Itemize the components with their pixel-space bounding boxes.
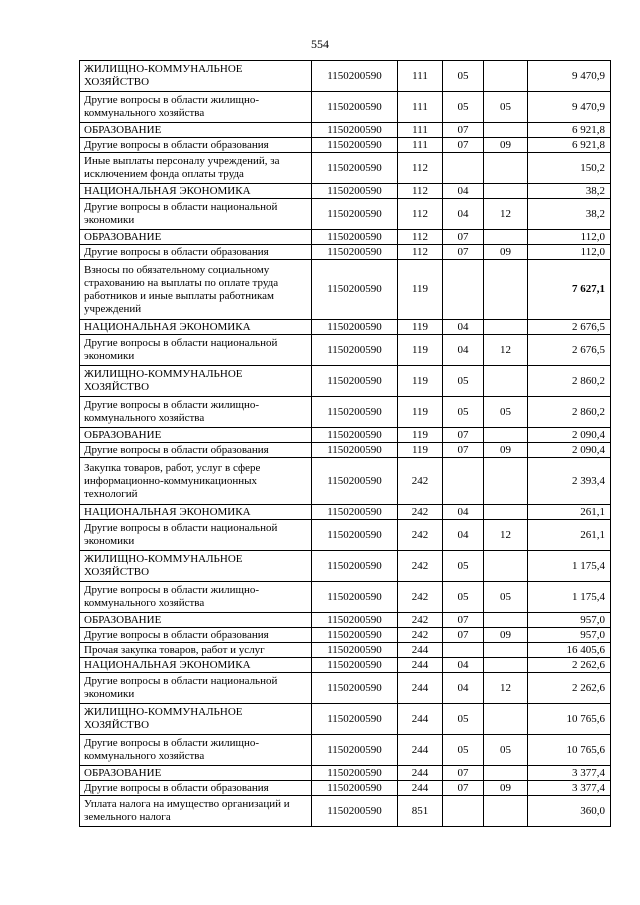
expense-type-code: 112 — [398, 153, 443, 184]
section-code: 07 — [443, 245, 484, 260]
amount: 150,2 — [528, 153, 611, 184]
line-item-name: Другие вопросы в области национальной экономики — [80, 335, 312, 366]
section-code — [443, 153, 484, 184]
expense-type-code: 119 — [398, 428, 443, 443]
target-article-code: 1150200590 — [312, 153, 398, 184]
line-item-name: Уплата налога на имущество организаций и земельного налога — [80, 796, 312, 827]
section-code: 07 — [443, 766, 484, 781]
amount: 6 921,8 — [528, 138, 611, 153]
subsection-code: 05 — [484, 582, 528, 613]
subsection-code: 05 — [484, 92, 528, 123]
amount: 3 377,4 — [528, 766, 611, 781]
section-code — [443, 458, 484, 505]
line-item-name: НАЦИОНАЛЬНАЯ ЭКОНОМИКА — [80, 658, 312, 673]
target-article-code: 1150200590 — [312, 766, 398, 781]
table-row — [80, 766, 611, 781]
subsection-code — [484, 61, 528, 92]
amount: 957,0 — [528, 613, 611, 628]
target-article-code: 1150200590 — [312, 397, 398, 428]
amount: 10 765,6 — [528, 735, 611, 766]
subsection-code — [484, 366, 528, 397]
subsection-code — [484, 123, 528, 138]
subsection-code: 09 — [484, 628, 528, 643]
expense-type-code: 242 — [398, 458, 443, 505]
subsection-code — [484, 153, 528, 184]
amount: 6 921,8 — [528, 123, 611, 138]
target-article-code: 1150200590 — [312, 260, 398, 320]
section-code — [443, 260, 484, 320]
amount: 2 676,5 — [528, 335, 611, 366]
section-code: 05 — [443, 61, 484, 92]
subsection-code — [484, 766, 528, 781]
target-article-code: 1150200590 — [312, 704, 398, 735]
line-item-name: Другие вопросы в области образования — [80, 245, 312, 260]
expense-type-code: 244 — [398, 704, 443, 735]
section-code: 04 — [443, 199, 484, 230]
table-row — [80, 551, 611, 582]
section-code: 04 — [443, 658, 484, 673]
subsection-code: 12 — [484, 199, 528, 230]
line-item-name: НАЦИОНАЛЬНАЯ ЭКОНОМИКА — [80, 184, 312, 199]
section-code: 05 — [443, 735, 484, 766]
amount: 9 470,9 — [528, 61, 611, 92]
table-row — [80, 796, 611, 827]
amount: 2 090,4 — [528, 428, 611, 443]
line-item-name: ОБРАЗОВАНИЕ — [80, 766, 312, 781]
table-row — [80, 735, 611, 766]
subsection-code: 09 — [484, 245, 528, 260]
table-row — [80, 613, 611, 628]
table-row — [80, 245, 611, 260]
line-item-name: Другие вопросы в области образования — [80, 781, 312, 796]
section-code: 04 — [443, 335, 484, 366]
expense-type-code: 851 — [398, 796, 443, 827]
amount: 10 765,6 — [528, 704, 611, 735]
section-code: 07 — [443, 138, 484, 153]
amount: 38,2 — [528, 184, 611, 199]
target-article-code: 1150200590 — [312, 138, 398, 153]
target-article-code: 1150200590 — [312, 92, 398, 123]
amount: 1 175,4 — [528, 551, 611, 582]
expense-type-code: 244 — [398, 735, 443, 766]
amount: 112,0 — [528, 230, 611, 245]
subsection-code: 09 — [484, 443, 528, 458]
expense-type-code: 242 — [398, 582, 443, 613]
amount: 38,2 — [528, 199, 611, 230]
target-article-code: 1150200590 — [312, 781, 398, 796]
expense-type-code: 112 — [398, 184, 443, 199]
expense-type-code: 112 — [398, 245, 443, 260]
expense-type-code: 112 — [398, 199, 443, 230]
line-item-name: ОБРАЗОВАНИЕ — [80, 613, 312, 628]
subsection-code: 09 — [484, 781, 528, 796]
table-row — [80, 673, 611, 704]
target-article-code: 1150200590 — [312, 230, 398, 245]
table-row — [80, 643, 611, 658]
line-item-name: Другие вопросы в области национальной экономики — [80, 199, 312, 230]
section-code: 07 — [443, 628, 484, 643]
expense-type-code: 244 — [398, 766, 443, 781]
expense-type-code: 111 — [398, 61, 443, 92]
table-row — [80, 199, 611, 230]
target-article-code: 1150200590 — [312, 520, 398, 551]
expense-type-code: 242 — [398, 520, 443, 551]
amount: 16 405,6 — [528, 643, 611, 658]
subsection-code — [484, 643, 528, 658]
subsection-code — [484, 230, 528, 245]
target-article-code: 1150200590 — [312, 366, 398, 397]
expense-type-code: 244 — [398, 658, 443, 673]
expense-type-code: 242 — [398, 551, 443, 582]
target-article-code: 1150200590 — [312, 184, 398, 199]
amount: 360,0 — [528, 796, 611, 827]
expense-type-code: 119 — [398, 397, 443, 428]
table-row — [80, 61, 611, 92]
section-code: 07 — [443, 123, 484, 138]
section-code: 04 — [443, 320, 484, 335]
subsection-code: 12 — [484, 673, 528, 704]
section-code: 07 — [443, 230, 484, 245]
line-item-name: Иные выплаты персоналу учреждений, за исключением фонда оплаты труда — [80, 153, 312, 184]
line-item-name: Другие вопросы в области национальной экономики — [80, 673, 312, 704]
section-code: 05 — [443, 92, 484, 123]
subsection-code — [484, 613, 528, 628]
table-row — [80, 704, 611, 735]
line-item-name: Другие вопросы в области национальной экономики — [80, 520, 312, 551]
expense-type-code: 111 — [398, 138, 443, 153]
line-item-name: Другие вопросы в области жилищно-коммунального хозяйства — [80, 735, 312, 766]
amount: 957,0 — [528, 628, 611, 643]
target-article-code: 1150200590 — [312, 673, 398, 704]
amount: 2 262,6 — [528, 658, 611, 673]
target-article-code: 1150200590 — [312, 505, 398, 520]
table-row — [80, 123, 611, 138]
target-article-code: 1150200590 — [312, 658, 398, 673]
table-row — [80, 92, 611, 123]
subsection-code: 12 — [484, 520, 528, 551]
line-item-name: Взносы по обязательному социальному страхованию на выплаты по оплате труда работников и иные выплаты работникам учреждений — [80, 260, 312, 320]
expense-type-code: 242 — [398, 505, 443, 520]
target-article-code: 1150200590 — [312, 245, 398, 260]
table-row — [80, 428, 611, 443]
table-row — [80, 505, 611, 520]
expense-type-code: 111 — [398, 92, 443, 123]
line-item-name: ЖИЛИЩНО-КОММУНАЛЬНОЕ ХОЗЯЙСТВО — [80, 704, 312, 735]
section-code: 05 — [443, 551, 484, 582]
amount: 2 676,5 — [528, 320, 611, 335]
subsection-code — [484, 320, 528, 335]
expense-type-code: 242 — [398, 613, 443, 628]
target-article-code: 1150200590 — [312, 123, 398, 138]
expense-type-code: 244 — [398, 673, 443, 704]
line-item-name: ОБРАЗОВАНИЕ — [80, 123, 312, 138]
target-article-code: 1150200590 — [312, 643, 398, 658]
section-code — [443, 796, 484, 827]
section-code: 04 — [443, 520, 484, 551]
amount: 3 377,4 — [528, 781, 611, 796]
table-row — [80, 458, 611, 505]
section-code: 04 — [443, 673, 484, 704]
table-row — [80, 230, 611, 245]
amount: 7 627,1 — [528, 260, 611, 320]
expense-type-code: 111 — [398, 123, 443, 138]
subsection-code — [484, 704, 528, 735]
line-item-name: Закупка товаров, работ, услуг в сфере информационно-коммуникационных технологий — [80, 458, 312, 505]
table-row — [80, 520, 611, 551]
section-code: 05 — [443, 366, 484, 397]
table-row — [80, 397, 611, 428]
line-item-name: Другие вопросы в области образования — [80, 443, 312, 458]
line-item-name: НАЦИОНАЛЬНАЯ ЭКОНОМИКА — [80, 505, 312, 520]
subsection-code: 05 — [484, 735, 528, 766]
target-article-code: 1150200590 — [312, 796, 398, 827]
table-row — [80, 320, 611, 335]
target-article-code: 1150200590 — [312, 428, 398, 443]
subsection-code — [484, 184, 528, 199]
section-code: 07 — [443, 428, 484, 443]
table-row — [80, 335, 611, 366]
subsection-code — [484, 260, 528, 320]
section-code: 04 — [443, 184, 484, 199]
expense-type-code: 244 — [398, 643, 443, 658]
subsection-code — [484, 551, 528, 582]
target-article-code: 1150200590 — [312, 443, 398, 458]
table-row — [80, 366, 611, 397]
line-item-name: ЖИЛИЩНО-КОММУНАЛЬНОЕ ХОЗЯЙСТВО — [80, 366, 312, 397]
section-code — [443, 643, 484, 658]
line-item-name: Другие вопросы в области образования — [80, 138, 312, 153]
table-row — [80, 582, 611, 613]
expense-type-code: 244 — [398, 781, 443, 796]
subsection-code — [484, 428, 528, 443]
expense-type-code: 119 — [398, 320, 443, 335]
amount: 261,1 — [528, 505, 611, 520]
budget-table — [79, 60, 611, 827]
line-item-name: ЖИЛИЩНО-КОММУНАЛЬНОЕ ХОЗЯЙСТВО — [80, 61, 312, 92]
expense-type-code: 242 — [398, 628, 443, 643]
subsection-code — [484, 458, 528, 505]
page-number: 554 — [311, 37, 329, 51]
subsection-code: 12 — [484, 335, 528, 366]
subsection-code: 09 — [484, 138, 528, 153]
section-code: 05 — [443, 704, 484, 735]
line-item-name: Другие вопросы в области жилищно-коммунального хозяйства — [80, 92, 312, 123]
expense-type-code: 119 — [398, 260, 443, 320]
line-item-name: ОБРАЗОВАНИЕ — [80, 428, 312, 443]
section-code: 04 — [443, 505, 484, 520]
line-item-name: Прочая закупка товаров, работ и услуг — [80, 643, 312, 658]
section-code: 05 — [443, 397, 484, 428]
table-row — [80, 628, 611, 643]
amount: 2 090,4 — [528, 443, 611, 458]
expense-type-code: 119 — [398, 366, 443, 397]
target-article-code: 1150200590 — [312, 613, 398, 628]
section-code: 07 — [443, 781, 484, 796]
amount: 261,1 — [528, 520, 611, 551]
amount: 2 860,2 — [528, 397, 611, 428]
expense-type-code: 119 — [398, 335, 443, 366]
table-row — [80, 658, 611, 673]
target-article-code: 1150200590 — [312, 551, 398, 582]
line-item-name: ЖИЛИЩНО-КОММУНАЛЬНОЕ ХОЗЯЙСТВО — [80, 551, 312, 582]
table-row — [80, 138, 611, 153]
target-article-code: 1150200590 — [312, 735, 398, 766]
amount: 112,0 — [528, 245, 611, 260]
table-row — [80, 260, 611, 320]
amount: 9 470,9 — [528, 92, 611, 123]
amount: 1 175,4 — [528, 582, 611, 613]
target-article-code: 1150200590 — [312, 582, 398, 613]
subsection-code: 05 — [484, 397, 528, 428]
table-row — [80, 443, 611, 458]
target-article-code: 1150200590 — [312, 199, 398, 230]
target-article-code: 1150200590 — [312, 61, 398, 92]
line-item-name: Другие вопросы в области жилищно-коммунального хозяйства — [80, 582, 312, 613]
table-row — [80, 184, 611, 199]
section-code: 05 — [443, 582, 484, 613]
amount: 2 393,4 — [528, 458, 611, 505]
section-code: 07 — [443, 613, 484, 628]
table-row — [80, 781, 611, 796]
section-code: 07 — [443, 443, 484, 458]
line-item-name: Другие вопросы в области жилищно-коммунального хозяйства — [80, 397, 312, 428]
amount: 2 262,6 — [528, 673, 611, 704]
amount: 2 860,2 — [528, 366, 611, 397]
target-article-code: 1150200590 — [312, 335, 398, 366]
target-article-code: 1150200590 — [312, 320, 398, 335]
line-item-name: НАЦИОНАЛЬНАЯ ЭКОНОМИКА — [80, 320, 312, 335]
expense-type-code: 119 — [398, 443, 443, 458]
expense-type-code: 112 — [398, 230, 443, 245]
subsection-code — [484, 505, 528, 520]
target-article-code: 1150200590 — [312, 628, 398, 643]
target-article-code: 1150200590 — [312, 458, 398, 505]
subsection-code — [484, 658, 528, 673]
budget-table-body — [80, 61, 611, 827]
line-item-name: Другие вопросы в области образования — [80, 628, 312, 643]
table-row — [80, 153, 611, 184]
line-item-name: ОБРАЗОВАНИЕ — [80, 230, 312, 245]
subsection-code — [484, 796, 528, 827]
